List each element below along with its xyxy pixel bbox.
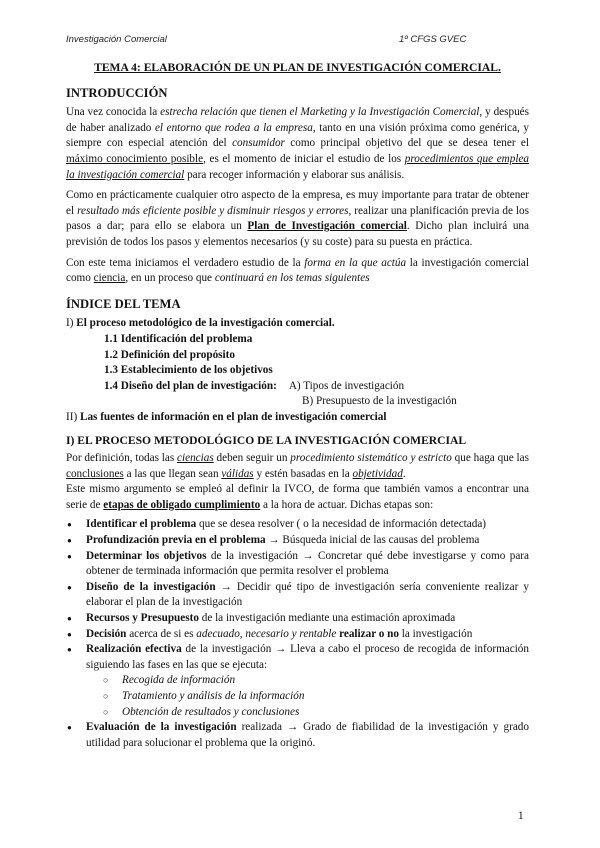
page-number: 1 xyxy=(518,810,524,822)
section-heading: I) EL PROCESO METODOLÓGICO DE LA INVESTIGACIÓN COMERCIAL xyxy=(66,434,467,448)
intro-paragraph-3: Con este tema iniciamos el verdadero estudio de la forma en la que actúa la investigación comercial como ciencia, en un proceso que continuará en los temas siguientes xyxy=(66,256,530,285)
steps-list xyxy=(66,517,529,751)
list-item: ● Profundización previa en el problema → Búsqueda inicial de las causas del problema xyxy=(86,533,529,549)
phase-item: ○ Obtención de resultados y conclusiones xyxy=(122,705,529,721)
page-title: TEMA 4: ELABORACIÓN DE UN PLAN DE INVESTIGACIÓN COMERCIAL. xyxy=(94,61,501,74)
document-body xyxy=(66,58,529,751)
index-subitem: 1.4 Diseño del plan de investigación: A) Tipos de investigación xyxy=(104,379,405,392)
list-item: ● Determinar los objetivos de la investigación → Concretar qué debe investigarse y como para obtener de terminada información que permita resolver el problema xyxy=(86,549,529,580)
list-item: ● Realización efectiva de la investigación → Lleva a cabo el proceso de recogida de información siguiendo las fases en las que se ejecuta: ○ Recogida de información ○ Tratamiento y análisis de la información ○ Obtención de resultados y conclusiones xyxy=(86,642,529,720)
phase-item: ○ Tratamiento y análisis de la información xyxy=(122,689,529,705)
header-course: 1º CFGS GVEC xyxy=(399,34,467,45)
page-header xyxy=(66,34,534,48)
list-item: ● Decisión acerca de si es adecuado, necesario y rentable realizar o no la investigación xyxy=(86,627,529,643)
phases-list xyxy=(86,673,529,720)
intro-heading: INTRODUCCIÓN xyxy=(66,85,168,100)
index-subitem: 1.2 Definición del propósito xyxy=(104,348,235,361)
index-heading: ÍNDICE DEL TEMA xyxy=(66,296,181,311)
index-item-1: I) El proceso metodológico de la investigación comercial. xyxy=(66,317,335,330)
list-item: ● Identificar el problema que se desea resolver ( o la necesidad de información detectada) xyxy=(86,517,529,533)
index-item-2: II) Las fuentes de información en el plan de investigación comercial xyxy=(66,410,387,423)
intro-paragraph-2: Como en prácticamente cualquier otro aspecto de la empresa, es muy importante para tratar de obtener el resultado más eficiente posible y disminuir riesgos y errores, realizar una planificación previa de los pasos a dar; para ello se elabora un Plan de Investigación comercial. Dicho plan incluirá una previsión de todos los pasos y elementos necesarios (y su coste) para su puesta en práctica. xyxy=(66,189,529,248)
list-item: ● Recursos y Presupuesto de la investigación mediante una estimación aproximada xyxy=(86,611,529,627)
list-item: ● Evaluación de la investigación realizada → Grado de fiabilidad de la investigación y grado utilidad para solucionar el problema que la originó. xyxy=(86,720,529,751)
section-paragraph-1: Por definición, todas las ciencias deben seguir un procedimiento sistemático y estricto que haga que las conclusiones a las que llegan sean válidas y estén basadas en la objetividad. xyxy=(66,452,529,480)
list-item: ● Diseño de la investigación → Decidir qué tipo de investigación sería conveniente realizar y elaborar el plan de la investigación xyxy=(86,580,529,611)
intro-paragraph-1: Una vez conocida la estrecha relación que tienen el Marketing y la Investigación Comercial, y después de haber analizado el entorno que rodea a la empresa, tanto en una visión próxima como genérica, y siempre con especial atención del consumidor como principal objetivo del que se desea tener el máximo conocimiento posible, es el momento de iniciar el estudio de los procedimientos que emplea la investigación comercial para recoger información y elaborar sus análisis. xyxy=(66,106,530,181)
index-subitem: 1.3 Establecimiento de los objetivos xyxy=(104,364,273,377)
header-subject: Investigación Comercial xyxy=(66,34,167,45)
index-subitem: 1.1 Identificación del problema xyxy=(104,332,253,345)
section-paragraph-2: Este mismo argumento se empleó al definir la IVCO, de forma que también vamos a encontrar una serie de etapas de obligado cumplimiento a la hora de actuar. Dichas etapas son: xyxy=(66,483,529,511)
index-subitem-b: B) Presupuesto de la investigación xyxy=(302,395,457,408)
phase-item: ○ Recogida de información xyxy=(122,673,529,689)
